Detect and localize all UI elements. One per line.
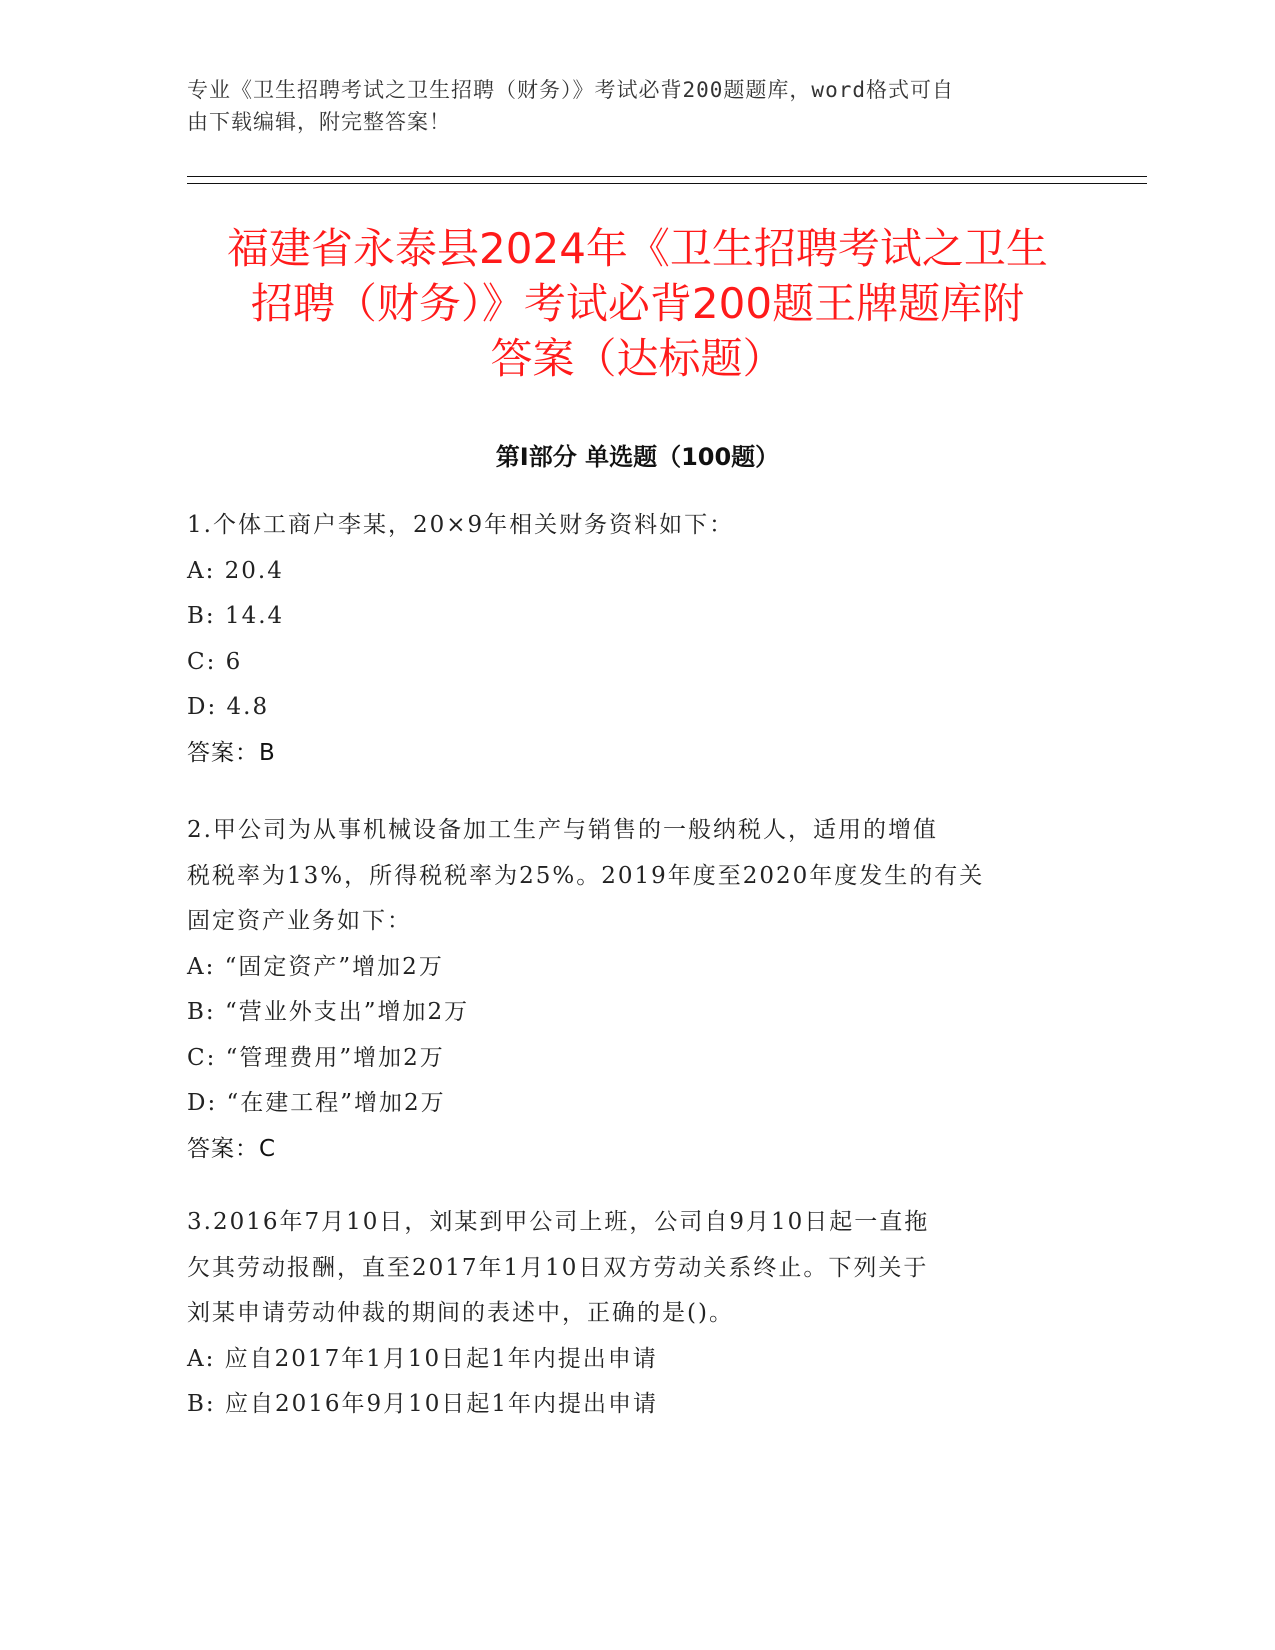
document-title	[150, 221, 1125, 386]
answer-label: 答案：C	[187, 1135, 277, 1162]
title-line-2: 招聘（财务）》考试必背200题王牌题库附	[250, 279, 1025, 328]
question-2	[187, 808, 1067, 1172]
question-stem-line-2: 税税率为13%，所得税税率为25%。2019年度至2020年度发生的有关	[187, 862, 985, 889]
option-d: D: “在建工程”增加2万	[187, 1090, 446, 1116]
header-line-1: 专业《卫生招聘考试之卫生招聘（财务）》考试必背200题题库，word格式可自	[187, 78, 954, 102]
option-a: A: “固定资产”增加2万	[187, 953, 444, 980]
header-divider-bottom	[187, 183, 1147, 184]
question-stem: 1.个体工商户李某，20×9年相关财务资料如下：	[187, 512, 735, 538]
title-line-1: 福建省永泰县2024年《卫生招聘考试之卫生	[227, 224, 1048, 273]
option-a: A: 应自2017年1月10日起1年内提出申请	[187, 1345, 658, 1372]
title-line-3: 答案（达标题）	[490, 334, 785, 383]
question-3	[187, 1200, 1067, 1428]
header-divider-top	[187, 176, 1147, 177]
option-a: A: 20.4	[187, 557, 284, 584]
question-stem-line-1: 2.甲公司为从事机械设备加工生产与销售的一般纳税人，适用的增值	[187, 817, 938, 843]
header-line-2: 由下载编辑，附完整答案！	[187, 110, 451, 134]
option-d: D: 4.8	[187, 694, 270, 720]
question-stem-line-1: 3.2016年7月10日，刘某到甲公司上班，公司自9月10日起一直拖	[187, 1209, 930, 1235]
question-stem-line-3: 固定资产业务如下：	[187, 908, 412, 934]
option-c: C: “管理费用”增加2万	[187, 1044, 445, 1071]
document-header	[187, 74, 1087, 138]
section-title: 第I部分 单选题（100题）	[495, 443, 780, 471]
option-b: B: 14.4	[187, 603, 285, 629]
question-stem-line-2: 欠其劳动报酬，直至2017年1月10日双方劳动关系终止。下列关于	[187, 1254, 929, 1281]
question-stem-line-3: 刘某申请劳动仲裁的期间的表述中，正确的是()。	[187, 1300, 734, 1326]
option-b: B: “营业外支出”增加2万	[187, 999, 470, 1025]
question-1	[187, 503, 1067, 776]
answer-label: 答案：B	[187, 739, 276, 766]
option-c: C: 6	[187, 648, 243, 675]
option-b: B: 应自2016年9月10日起1年内提出申请	[187, 1391, 659, 1417]
